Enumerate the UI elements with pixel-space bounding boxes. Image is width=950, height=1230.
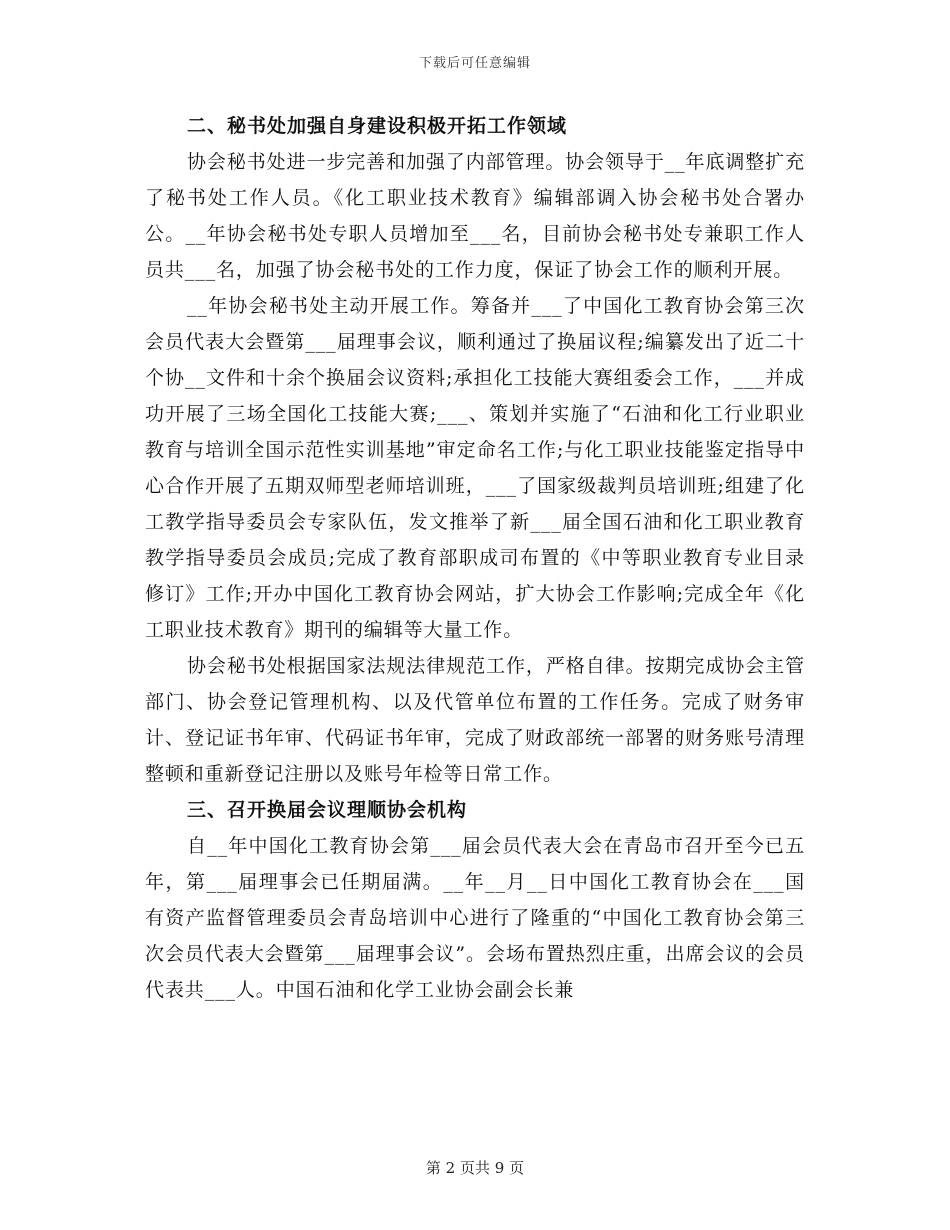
section-2 <box>145 108 805 792</box>
paragraph: __年协会秘书处主动开展工作。筹备并___了中国化工教育协会第三次会员代表大会暨第___届理事会议，顺利通过了换届议程;编纂发出了近二十个协__文件和十余个换届会议资料;承担化工技能大赛组委会工作，___并成功开展了三场全国化工技能大赛;___、策划并实施了“石油和化工行业职业教育与培训全国示范性实训基地”审定命名工作;与化工职业技能鉴定指导中心合作开展了五期双师型老师培训班，___了国家级裁判员培训班;组建了化工教学指导委员会专家队伍，发文推举了新___届全国石油和化工职业教育教学指导委员会成员;完成了教育部职成司布置的《中等职业教育专业目录修订》工作;开办中国化工教育协会网站，扩大协会工作影响;完成全年《化工职业技术教育》期刊的编辑等大量工作。 <box>145 295 805 641</box>
paragraph: 协会秘书处进一步完善和加强了内部管理。协会领导于__年底调整扩充了秘书处工作人员。《化工职业技术教育》编辑部调入协会秘书处合署办公。__年协会秘书处专职人员增加至___名，目前协会秘书处专兼职工作人员共___名，加强了协会秘书处的工作力度，保证了协会工作的顺利开展。 <box>145 151 805 281</box>
page-header: 下载后可任意编辑 <box>418 56 531 71</box>
section-heading: 三、召开换届会议理顺协会机构 <box>187 799 468 821</box>
section-3 <box>145 792 805 1008</box>
document-body <box>145 108 805 1008</box>
paragraph: 协会秘书处根据国家法规法律规范工作，严格自律。按期完成协会主管部门、协会登记管理机构、以及代管单位布置的工作任务。完成了财务审计、登记证书年审、代码证书年审，完成了财政部统一部署的财务账号清理整顿和重新登记注册以及账号年检等日常工作。 <box>145 655 805 785</box>
section-heading: 二、秘书处加强自身建设积极开拓工作领域 <box>187 115 568 137</box>
page-footer: 第 2 页共 9 页 <box>425 1159 525 1177</box>
paragraph: 自__年中国化工教育协会第___届会员代表大会在青岛市召开至今已五年，第___届理事会已任期届满。__年__月__日中国化工教育协会在___国有资产监督管理委员会青岛培训中心进行了隆重的“中国化工教育协会第三次会员代表大会暨第___届理事会议”。会场布置热烈庄重，出席会议的会员代表共___人。中国石油和化学工业协会副会长兼 <box>145 835 805 1001</box>
